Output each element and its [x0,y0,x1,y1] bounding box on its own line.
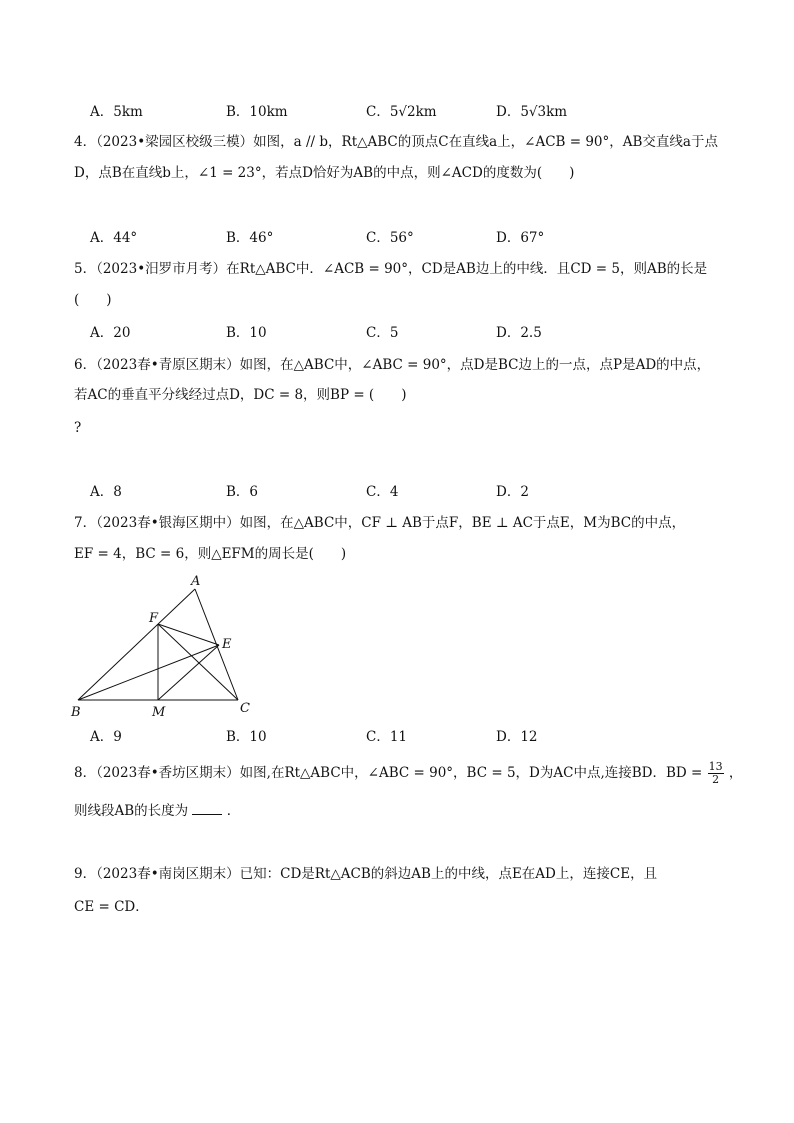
q9-stem-line1: 9．（2023春•南岗区期末）已知：CD是Rt△ACB的斜边AB上的中线，点E在AD上，连接CE，且 [74,866,658,882]
q7-option-a[interactable]: A．9 [90,729,122,745]
q7-option-d[interactable]: D．12 [496,729,538,745]
q6-option-b[interactable]: B．6 [226,484,259,500]
label-b: B [71,705,81,720]
q4-option-c[interactable]: C．56° [366,230,414,246]
q5-option-a[interactable]: A．20 [90,325,131,341]
q4-stem-line2: D，点B在直线b上，∠1 = 23°，若点D恰好为AB的中点，则∠ACD的度数为( ) [74,165,575,181]
q6-options [90,482,690,502]
q4-options [90,228,690,248]
q3-option-b[interactable]: B．10km [226,104,288,120]
q8-stem-text: 8．（2023春•香坊区期末）如图,在Rt△ABC中，∠ABC = 90°，BC = 5，D为AC中点,连接BD．BD = [74,765,703,781]
q6-option-a[interactable]: A．8 [90,484,122,500]
q8-stem-end: ． [226,803,241,819]
q3-option-c[interactable]: C．5√2km [366,104,437,120]
q8-stem-line1 [74,761,742,786]
segment-be [78,645,219,700]
q8-stem-text2: 则线段AB的长度为 [74,803,189,819]
q8-fraction-denominator: 2 [712,773,720,786]
q3-options [90,102,690,122]
q6-option-c[interactable]: C．4 [366,484,399,500]
label-e: E [222,637,232,652]
q8-fraction [708,761,724,786]
q8-fraction-numerator: 13 [708,760,723,773]
q7-stem-line2: EF = 4，BC = 6，则△EFM的周长是( ) [74,546,347,562]
q3-option-a[interactable]: A．5km [90,104,143,120]
q5-option-c[interactable]: C．5 [366,325,399,341]
q5-stem-line2: ( ) [74,292,112,308]
q4-option-a[interactable]: A．44° [90,230,138,246]
q7-option-b[interactable]: B．10 [226,729,267,745]
q8-stem-line2 [74,801,240,821]
q3-option-d[interactable]: D．5√3km [496,104,568,120]
q8-stem-punct: ， [728,765,743,781]
q4-stem-line1: 4．（2023•梁园区校级三模）如图，a // b，Rt△ABC的顶点C在直线a上，∠ACB = 90°，AB交直线a于点 [74,134,718,150]
q9-stem-line2: CE = CD． [74,899,149,915]
label-c: C [240,701,250,716]
q4-option-b[interactable]: B．46° [226,230,274,246]
q6-option-d[interactable]: D．2 [496,484,529,500]
q8-answer-blank[interactable] [192,802,222,815]
label-a: A [191,574,201,589]
label-f: F [149,611,159,626]
q5-option-b[interactable]: B．10 [226,325,267,341]
q7-stem-line1: 7．（2023春•银海区期中）如图，在△ABC中，CF ⊥ AB于点F，BE ⊥ AC于点E，M为BC的中点， [74,515,686,531]
q5-stem-line1: 5．（2023•汨罗市月考）在Rt△ABC中．∠ACB = 90°，CD是AB边上的中线．且CD = 5，则AB的长是 [74,261,708,277]
q6-stem-line1: 6．（2023春•青原区期末）如图，在△ABC中，∠ABC = 90°，点D是BC边上的一点，点P是AD的中点， [74,357,711,373]
q5-options [90,323,690,343]
label-m: M [152,705,166,720]
q6-stem-line2: 若AC的垂直平分线经过点D，DC = 8，则BP = ( ) [74,387,407,403]
q7-options [90,727,690,747]
q5-option-d[interactable]: D．2.5 [496,325,542,341]
q7-option-c[interactable]: C．11 [366,729,408,745]
q4-option-d[interactable]: D．67° [496,230,545,246]
segment-ab [78,589,195,700]
q7-triangle-figure [66,570,266,720]
q6-figure-placeholder: ? [74,420,82,436]
